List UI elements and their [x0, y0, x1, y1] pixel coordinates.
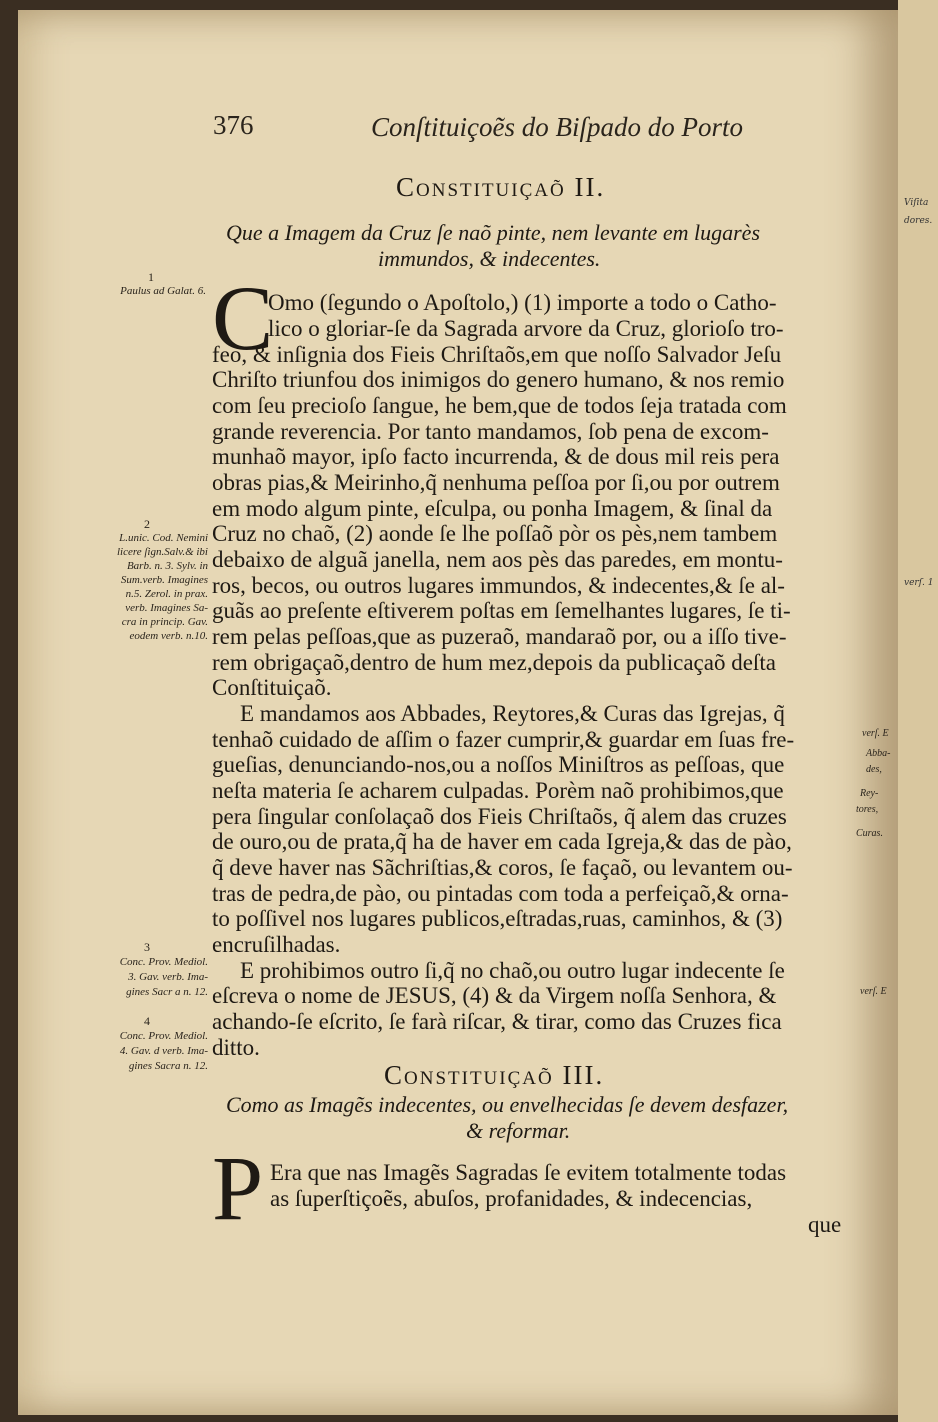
- text-line: to poſſivel nos lugares publicos,eſtradas,ruas, caminhos, & (3): [212, 906, 783, 931]
- text-line: E mandamos aos Abbades, Reytores,& Curas das Igrejas, q̃: [240, 701, 785, 726]
- text-line: ros, becos, ou outros lugares immundos, & indecentes,& ſe al-: [212, 573, 785, 598]
- text-line: feo, & inſignia dos Fieis Chriſtaõs,em que noſſo Salvador Jeſu: [212, 342, 782, 367]
- right-note: verſ. E: [862, 728, 889, 739]
- note-line: n.5. Zerol. in prax.: [125, 588, 208, 600]
- page-number: 376: [213, 110, 254, 140]
- note-line: Barb. n. 3. Sylv. in: [126, 560, 208, 572]
- text-line: em modo algum pinte, eſculpa, ou ponha Imagem, & ſinal da: [212, 496, 773, 521]
- text-line: tenhaõ cuidado de aſſim o fazer cumprir,& guardar em ſuas fre-: [212, 727, 795, 752]
- text-line: munhaõ mayor, ipſo facto incurrenda, & de dous mil reis pera: [212, 444, 780, 469]
- text-line: rem obrigaçaõ,dentro de hum mez,depois da publicaçaõ deſta: [212, 650, 776, 675]
- right-note: tores,: [856, 804, 879, 815]
- note-line: licere ſign.Salv.& ibi: [116, 546, 208, 558]
- text-line: q̃ deve haver nas Sãchriſtias,& coros, ſe façaõ, ou levantem ou-: [212, 855, 793, 880]
- note-number: 4: [144, 1014, 150, 1028]
- text-line: de ouro,ou de prata,q̃ ha de haver em cada Igreja,& das de pào,: [212, 829, 792, 854]
- text-line: obras pias,& Meirinho,q̃ nenhuma peſſoa por ſi,ou por outrem: [212, 470, 780, 495]
- note-line: Paulus ad Galat. 6.: [120, 285, 206, 297]
- drop-cap-p: P: [212, 1137, 264, 1239]
- text-line: Chriſto triunfou dos inimigos do genero humano, & nos remio: [212, 367, 785, 392]
- right-note: des,: [866, 764, 882, 775]
- text-line: neſta materia ſe acharem culpadas. Porèm naõ prohibimos,que: [212, 778, 784, 803]
- text-line: que: [808, 1212, 842, 1237]
- text-line: E prohibimos outro ſi,q̃ no chaõ,ou outro lugar indecente ſe: [240, 958, 785, 983]
- section-subtitle-3-line-1: Como as Imagẽs indecentes, ou envelhecidas ſe devem desfazer,: [226, 1092, 789, 1117]
- text-line: pera ſingular conſolaçaõ dos Fieis Chriſtaõs, q̃ alem das cruzes: [212, 804, 787, 829]
- text-line: debaixo de alguã janella, nem aos pès das paredes, em montu-: [212, 547, 783, 572]
- right-note: verſ. E: [860, 986, 887, 997]
- note-line: 4. Gav. d verb. Ima-: [119, 1045, 208, 1057]
- note-line: verb. Imagines Sa-: [125, 602, 208, 614]
- text-line: encruſilhadas.: [212, 932, 341, 957]
- text-line: rem pelas peſſoas,que as puzeraõ, mandaraõ por, ou a iſſo tive-: [212, 624, 787, 649]
- note-number: 1: [148, 270, 154, 284]
- note-line: gines Sacra n. 12.: [128, 1060, 208, 1072]
- note-line: gines Sacr a n. 12.: [126, 986, 208, 998]
- text-line: com ſeu precioſo ſangue, he bem,que de todos ſeja tratada com: [212, 393, 787, 418]
- facing-note: dores.: [904, 216, 933, 226]
- right-note: Curas.: [856, 828, 883, 839]
- section-subtitle-2-line-2: immundos, & indecentes.: [378, 246, 601, 271]
- text-line: as ſuperſtiçoẽs, abuſos, profanidades, & indecencias,: [270, 1186, 753, 1211]
- note-line: eodem verb. n.10.: [129, 630, 208, 642]
- text-line: guãs ao preſente eſtiverem poſtas em ſemelhantes lugares, ſe ti-: [212, 598, 791, 623]
- text-line: achando-ſe eſcrito, ſe farà riſcar, & tirar, como das Cruzes fica: [212, 1009, 782, 1034]
- right-note: Rey-: [860, 788, 879, 799]
- section-heading-3: Constituiçaõ III.: [384, 1060, 605, 1090]
- text-line: Era que nas Imagẽs Sagradas ſe evitem totalmente todas: [270, 1160, 787, 1185]
- text-line: lico o gloriar-ſe da Sagrada arvore da Cruz, glorioſo tro-: [268, 316, 784, 341]
- text-line: Conſtituiçaõ.: [212, 675, 332, 700]
- note-line: Conc. Prov. Mediol.: [119, 956, 208, 968]
- section-heading-2: Constituiçaõ II.: [396, 172, 606, 202]
- text-line: Cruz no chaõ, (2) aonde ſe lhe poſſaõ pòr os pès,nem tambem: [212, 521, 778, 546]
- note-line: Sum.verb. Imagines: [120, 574, 208, 586]
- note-line: L.unic. Cod. Nemini: [119, 532, 208, 544]
- text-line: tras de pedra,de pào, ou pintadas com toda a perfeiçaõ,& orna-: [212, 881, 789, 906]
- text-line: Omo (ſegundo o Apoſtolo,) (1) importe a todo o Catho-: [268, 290, 777, 315]
- facing-note: verſ. 1: [904, 578, 934, 588]
- book-page: [18, 10, 898, 1415]
- note-line: Conc. Prov. Mediol.: [119, 1030, 208, 1042]
- text-line: ditto.: [212, 1035, 260, 1060]
- drop-cap-c: C: [212, 267, 274, 369]
- running-title: Conſtituiçoẽs do Biſpado do Porto: [371, 112, 743, 142]
- section-subtitle-3-line-2: & reformar.: [466, 1118, 571, 1143]
- facing-page-edge: [898, 0, 938, 1422]
- text-line: grande reverencia. Por tanto mandamos, ſob pena de excom-: [212, 419, 769, 444]
- note-line: cra in princip. Gav.: [121, 616, 208, 628]
- text-line: gueſias, denunciando-nos,ou a noſſos Miniſtros as peſſoas, que: [212, 752, 785, 777]
- note-number: 3: [144, 940, 150, 954]
- section-subtitle-2-line-1: Que a Imagem da Cruz ſe naõ pinte, nem levante em lugarès: [226, 220, 761, 245]
- note-line: 3. Gav. verb. Ima-: [128, 971, 208, 983]
- right-note: Abba-: [866, 748, 891, 759]
- text-line: eſcreva o nome de JESUS, (4) & da Virgem noſſa Senhora, &: [212, 983, 777, 1008]
- facing-note: Viſita: [904, 198, 929, 208]
- note-number: 2: [144, 517, 150, 531]
